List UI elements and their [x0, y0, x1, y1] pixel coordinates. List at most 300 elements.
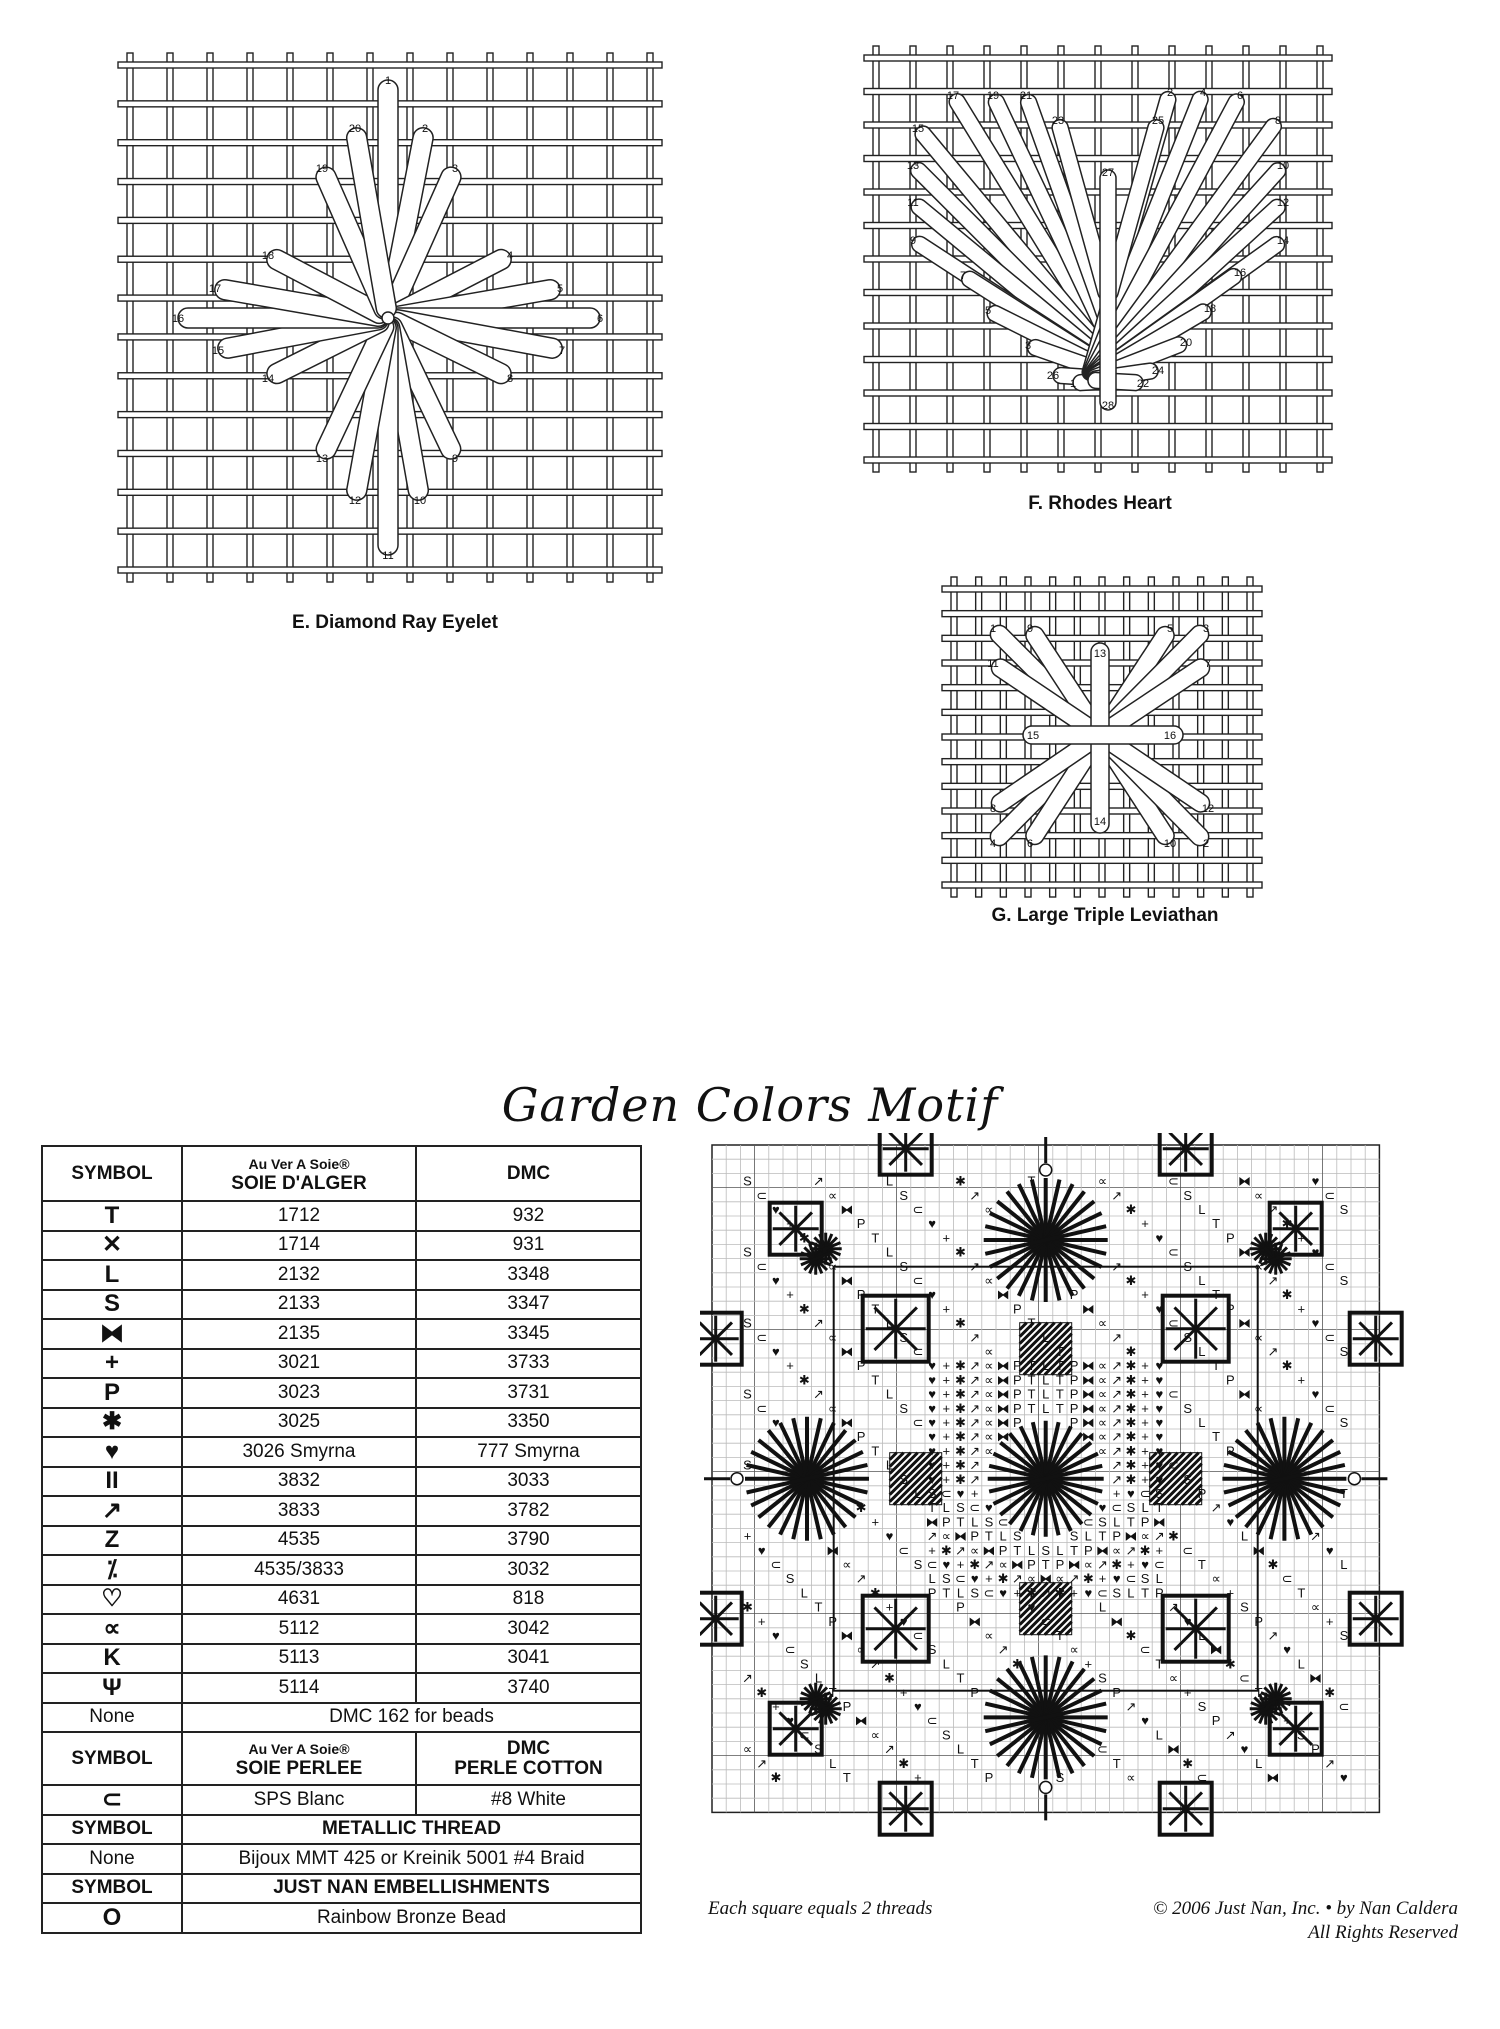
- chart-symbol: ⊂: [1168, 1457, 1179, 1473]
- chart-symbol: ⊂: [1324, 1258, 1336, 1274]
- chart-symbol: ↗: [1125, 1542, 1137, 1558]
- key-row-embellish: [42, 1903, 641, 1933]
- chart-symbol: ✱: [955, 1386, 966, 1402]
- key-perle-col2: SOIE PERLEE: [235, 1757, 363, 1779]
- chart-symbol: L: [885, 1315, 894, 1331]
- key-symbol: S: [42, 1290, 182, 1320]
- chart-symbol: ✱: [1281, 1358, 1293, 1374]
- key-embellish-header: [42, 1874, 641, 1904]
- chart-symbol: ∝: [742, 1741, 753, 1757]
- chart-symbol: +: [942, 1457, 951, 1473]
- stitch-number: 12: [1201, 803, 1215, 815]
- stitch-number: 25: [1151, 115, 1165, 127]
- chart-symbol: ✱: [1168, 1528, 1179, 1544]
- chart-symbol: L: [1042, 1358, 1050, 1374]
- chart-symbol: ∝: [984, 1358, 994, 1374]
- chart-symbol: ✱: [955, 1457, 966, 1473]
- chart-symbol: S: [743, 1173, 752, 1189]
- chart-symbol: ∝: [1097, 1400, 1108, 1416]
- chart-symbol: ✱: [997, 1571, 1009, 1587]
- chart-symbol: ✱: [955, 1429, 966, 1445]
- stitch-number: 24: [1151, 365, 1165, 377]
- chart-symbol: ⧓: [840, 1202, 854, 1217]
- chart-symbol: ♥: [985, 1500, 993, 1516]
- stitch-number: 27: [1101, 167, 1115, 179]
- chart-symbol: ⊂: [1324, 1187, 1336, 1203]
- chart-symbol: L: [1113, 1514, 1121, 1530]
- chart-symbol: +: [1183, 1684, 1192, 1700]
- chart-symbol: +: [1127, 1557, 1135, 1572]
- chart-symbol: ↗: [1068, 1571, 1080, 1587]
- key-perle-soie: SPS Blanc: [182, 1785, 416, 1815]
- chart-symbol: L: [1198, 1344, 1206, 1359]
- chart-symbol: ⧓: [954, 1528, 967, 1544]
- chart-symbol: ↗: [1097, 1557, 1108, 1572]
- chart-symbol: +: [942, 1429, 951, 1445]
- chart-symbol: ✱: [940, 1542, 952, 1558]
- chart-symbol: ⧓: [1067, 1557, 1081, 1572]
- key-soie-value: 4535/3833: [182, 1555, 416, 1585]
- chart-symbol: L: [928, 1571, 936, 1587]
- chart-symbol: ↗: [1168, 1599, 1179, 1615]
- key-symbol: L: [42, 1260, 182, 1290]
- chart-symbol: ↗: [756, 1755, 768, 1771]
- chart-symbol: +: [899, 1684, 908, 1700]
- key-perle-col3a: DMC: [506, 1737, 551, 1759]
- chart-symbol: ⊂: [770, 1557, 782, 1572]
- key-soie-value: 3026 Smyrna: [182, 1437, 416, 1467]
- key-symbol: +: [42, 1349, 182, 1379]
- chart-symbol: +: [1141, 1429, 1149, 1445]
- chart-symbol: ✱: [1111, 1557, 1123, 1572]
- chart-symbol: ⧓: [1238, 1244, 1251, 1260]
- stitch-number: 16: [171, 313, 185, 325]
- stitch-number: 3: [451, 163, 459, 175]
- chart-symbol: +: [942, 1471, 951, 1487]
- chart-symbol: +: [914, 1770, 922, 1785]
- chart-symbol: ✱: [855, 1500, 867, 1516]
- key-symbol: ↗: [42, 1496, 182, 1526]
- stitch-number: 20: [1179, 337, 1193, 349]
- chart-symbol: ↗: [1111, 1400, 1123, 1416]
- key-dmc-value: 3032: [416, 1555, 641, 1585]
- chart-symbol: ∝: [1026, 1571, 1037, 1587]
- chart-symbol: ∝: [1254, 1400, 1264, 1416]
- key-row: [42, 1555, 641, 1585]
- diagram-g-grid: [938, 573, 1268, 903]
- chart-symbol: L: [1098, 1599, 1107, 1615]
- chart-symbol: ⊂: [756, 1187, 768, 1203]
- key-row: [42, 1437, 641, 1467]
- chart-symbol: P: [956, 1599, 965, 1615]
- chart-symbol: S: [799, 1656, 809, 1672]
- chart-symbol: L: [1084, 1528, 1092, 1544]
- chart-symbol: T: [1098, 1528, 1107, 1544]
- chart-symbol: ⧓: [1081, 1400, 1095, 1416]
- chart-symbol: ♥: [899, 1613, 908, 1629]
- chart-symbol: ⧓: [1152, 1514, 1166, 1530]
- key-soie-value: 4631: [182, 1585, 416, 1615]
- chart-symbol: ⊂: [1097, 1741, 1108, 1757]
- chart-symbol: ⊂: [912, 1202, 924, 1217]
- chart-symbol: ⊂: [926, 1713, 938, 1729]
- chart-symbol: ∝: [1254, 1258, 1264, 1274]
- key-perle-header: [42, 1732, 641, 1785]
- chart-symbol: ⊂: [1153, 1557, 1165, 1572]
- chart-symbol: T: [871, 1443, 880, 1459]
- chart-symbol: ♥: [1155, 1471, 1164, 1487]
- canvas-thread: [942, 857, 1262, 863]
- chart-symbol: ♥: [1311, 1386, 1320, 1402]
- chart-symbol: ♥: [1155, 1386, 1164, 1402]
- chart-symbol: S: [941, 1571, 951, 1587]
- chart-symbol: ♥: [772, 1415, 780, 1430]
- key-dmc-value: 818: [416, 1585, 641, 1615]
- chart-symbol: S: [1126, 1500, 1136, 1516]
- key-soie-value: 4535: [182, 1526, 416, 1556]
- stitch-number: 15: [211, 345, 225, 357]
- chart-symbol: ⧓: [1110, 1613, 1124, 1629]
- chart-symbol: ⊂: [1324, 1329, 1336, 1345]
- chart-symbol: ✱: [1267, 1557, 1279, 1572]
- chart-symbol: ⧓: [968, 1613, 982, 1629]
- chart-symbol: ∝: [1126, 1770, 1136, 1785]
- key-perle-brand: Au Ver A Soie®: [248, 1740, 350, 1757]
- chart-symbol: S: [814, 1741, 823, 1757]
- chart-symbol: +: [885, 1599, 894, 1615]
- chart-symbol: T: [814, 1599, 823, 1615]
- chart-symbol: L: [1340, 1557, 1348, 1572]
- chart-symbol: ⊂: [1168, 1173, 1179, 1189]
- chart-symbol: ⧓: [1238, 1315, 1251, 1331]
- key-perle-dmc: #8 White: [416, 1785, 641, 1815]
- chart-symbol: ✱: [955, 1173, 966, 1189]
- chart-symbol: ⧓: [840, 1344, 854, 1359]
- stitch-number: 3: [1202, 623, 1210, 635]
- chart-symbol: L: [1255, 1755, 1263, 1771]
- chart-symbol: ✱: [1125, 1372, 1137, 1388]
- key-row: [42, 1467, 641, 1497]
- chart-symbol: ✱: [1125, 1400, 1137, 1416]
- chart-symbol: ⧓: [996, 1287, 1010, 1303]
- chart-symbol: ✱: [955, 1443, 966, 1459]
- stitch-number: 8: [989, 803, 997, 815]
- chart-symbol: ♥: [1325, 1542, 1334, 1558]
- stitch-number: 18: [261, 250, 275, 262]
- chart-symbol: +: [757, 1613, 766, 1629]
- chart-symbol: P: [1069, 1372, 1079, 1388]
- chart-symbol: ⊂: [798, 1727, 810, 1743]
- key-symbol: ⧓: [42, 1319, 182, 1349]
- chart-symbol: ♥: [1084, 1585, 1093, 1601]
- chart-symbol: S: [1154, 1486, 1164, 1501]
- stitch-number: 14: [1093, 816, 1107, 828]
- chart-symbol: T: [1126, 1514, 1135, 1530]
- chart-symbol: +: [1098, 1571, 1107, 1587]
- key-row-none: [42, 1703, 641, 1733]
- chart-symbol: T: [956, 1670, 965, 1686]
- stitch-number: 10: [1276, 160, 1290, 172]
- chart-symbol: ∝: [1254, 1329, 1264, 1345]
- key-row: [42, 1614, 641, 1644]
- key-header-soie: SOIE D'ALGER: [231, 1172, 367, 1194]
- chart-symbol: +: [1141, 1386, 1149, 1402]
- chart-symbol: ↗: [969, 1329, 981, 1345]
- chart-symbol: +: [1141, 1358, 1149, 1374]
- chart-symbol: ↗: [1267, 1628, 1279, 1643]
- chart-symbol: ♥: [1155, 1457, 1164, 1473]
- chart-symbol: +: [942, 1443, 951, 1459]
- chart-symbol: ✱: [955, 1358, 966, 1374]
- chart-symbol: ⊂: [756, 1258, 768, 1274]
- chart-symbol: T: [1070, 1542, 1079, 1558]
- chart-symbol: T: [1212, 1429, 1221, 1445]
- chart-symbol: P: [1225, 1230, 1235, 1246]
- chart-symbol: ⧓: [996, 1429, 1010, 1445]
- key-dmc-value: 3033: [416, 1467, 641, 1497]
- key-symbol: None: [42, 1844, 182, 1874]
- chart-symbol: L: [800, 1585, 808, 1601]
- chart-symbol: ♥: [1283, 1642, 1291, 1658]
- chart-symbol: ♥: [1141, 1713, 1149, 1729]
- chart-symbol: +: [1297, 1301, 1306, 1317]
- chart-symbol: ✱: [955, 1415, 966, 1430]
- chart-symbol: +: [786, 1358, 794, 1374]
- chart-symbol: T: [1212, 1287, 1221, 1303]
- key-symbol: T: [42, 1201, 182, 1231]
- chart-symbol: ⊂: [983, 1585, 995, 1601]
- chart-symbol: ↗: [813, 1315, 824, 1331]
- stitch-number: 3: [1024, 340, 1032, 352]
- key-soie-value: 5114: [182, 1673, 416, 1703]
- chart-symbol: ♥: [772, 1202, 780, 1217]
- chart-symbol: +: [1226, 1585, 1235, 1601]
- chart-symbol: P: [1112, 1684, 1122, 1700]
- key-dmc-value: 932: [416, 1201, 641, 1231]
- chart-symbol: S: [1339, 1202, 1349, 1217]
- chart-symbol: ✱: [798, 1372, 810, 1388]
- key-soie-value: 1712: [182, 1201, 416, 1231]
- chart-symbol: ↗: [969, 1443, 981, 1459]
- key-soie-value: 2132: [182, 1260, 416, 1290]
- chart-symbol: ♥: [1155, 1429, 1164, 1445]
- chart-symbol: L: [885, 1244, 894, 1260]
- key-row: [42, 1408, 641, 1438]
- key-perle-header-symbol: SYMBOL: [42, 1732, 182, 1785]
- chart-symbol: ✱: [1011, 1656, 1023, 1672]
- chart-symbol: +: [942, 1372, 951, 1388]
- chart-symbol: +: [1283, 1713, 1291, 1729]
- chart-symbol: ⊂: [997, 1514, 1009, 1530]
- chart-symbol: L: [885, 1457, 894, 1473]
- chart-symbol: ∝: [1112, 1542, 1122, 1558]
- chart-symbol: T: [1013, 1542, 1022, 1558]
- canvas-thread: [942, 882, 1262, 888]
- chart-symbol: S: [1012, 1528, 1022, 1544]
- stitch-number: 11: [907, 197, 919, 209]
- stitch-number: 16: [1233, 267, 1247, 279]
- chart-symbol: S: [743, 1457, 752, 1473]
- key-row-metallic: [42, 1844, 641, 1874]
- chart-symbol: S: [899, 1400, 909, 1416]
- canvas-thread: [864, 390, 1332, 396]
- chart-symbol: ♥: [1155, 1400, 1164, 1416]
- chart-symbol: ⧓: [1081, 1301, 1095, 1317]
- chart-symbol: ↗: [1011, 1571, 1023, 1587]
- key-header-brand: Au Ver A Soie®: [248, 1155, 350, 1172]
- chart-symbol: S: [1339, 1273, 1349, 1288]
- chart-symbol: ∝: [984, 1273, 994, 1288]
- motif-chart: [700, 1133, 1470, 1913]
- bead: [1040, 1781, 1052, 1793]
- stitch-number: 13: [315, 453, 329, 465]
- stitch-number: 2: [1166, 87, 1174, 99]
- chart-symbol: T: [1027, 1315, 1036, 1331]
- chart-symbol: S: [1296, 1727, 1306, 1743]
- stitch-number: 6: [596, 313, 604, 325]
- chart-symbol: L: [829, 1755, 837, 1771]
- chart-symbol: ↗: [1224, 1727, 1236, 1743]
- chart-symbol: ♥: [1027, 1599, 1036, 1615]
- chart-symbol: +: [1141, 1400, 1149, 1416]
- stitch-number: 16: [1163, 730, 1177, 742]
- chart-symbol: S: [1183, 1329, 1193, 1345]
- chart-symbol: S: [1183, 1471, 1193, 1487]
- stitch-number: 7: [558, 345, 566, 357]
- chart-symbol: L: [956, 1585, 965, 1601]
- chart-symbol: ⧓: [1238, 1386, 1251, 1402]
- stitch-number: 19: [315, 163, 329, 175]
- chart-symbol: S: [1069, 1528, 1079, 1544]
- chart-symbol: P: [1225, 1443, 1235, 1459]
- stitch-number: 2: [421, 123, 429, 135]
- key-dmc-value: 3348: [416, 1260, 641, 1290]
- chart-symbol: ♥: [928, 1471, 936, 1487]
- key-header-row: [42, 1146, 641, 1201]
- diagram-f-grid: [858, 40, 1348, 480]
- chart-symbol: T: [1212, 1216, 1221, 1232]
- chart-symbol: ⧓: [1096, 1542, 1109, 1558]
- key-dmc-value: 3350: [416, 1408, 641, 1438]
- chart-symbol: ↗: [1111, 1372, 1123, 1388]
- chart-symbol: ⧓: [1039, 1571, 1053, 1587]
- key-dmc-value: 3790: [416, 1526, 641, 1556]
- key-metallic-header: METALLIC THREAD: [182, 1815, 641, 1845]
- chart-symbol: L: [885, 1173, 894, 1189]
- chart-symbol: ⊂: [912, 1344, 924, 1359]
- key-symbol: O: [42, 1903, 182, 1933]
- chart-symbol: ⊂: [926, 1557, 938, 1572]
- key-soie-value: 5113: [182, 1644, 416, 1674]
- key-dmc-value: 3782: [416, 1496, 641, 1526]
- chart-symbol: ↗: [1125, 1699, 1137, 1714]
- chart-symbol: ♥: [928, 1457, 936, 1473]
- stitch-number: 6: [1236, 90, 1244, 102]
- chart-symbol: ♥: [1226, 1514, 1235, 1530]
- chart-symbol: ✱: [770, 1770, 782, 1785]
- chart-symbol: L: [885, 1386, 894, 1402]
- stitch-number: 11: [987, 658, 999, 670]
- stitch-number: 26: [1046, 370, 1060, 382]
- chart-symbol: S: [1183, 1258, 1193, 1274]
- chart-symbol: P: [1211, 1713, 1221, 1729]
- chart-symbol: L: [1198, 1273, 1206, 1288]
- chart-symbol: ✱: [1125, 1344, 1137, 1359]
- chart-symbol: ⊂: [1168, 1315, 1179, 1331]
- motif-title: Garden Colors Motif: [501, 1078, 999, 1132]
- chart-symbol: ✱: [1182, 1755, 1194, 1771]
- chart-symbol: ♥: [1240, 1741, 1249, 1757]
- stitch-number: 8: [1274, 115, 1282, 127]
- canvas-thread: [942, 586, 1262, 592]
- chart-symbol: T: [1041, 1557, 1050, 1572]
- chart-symbol: L: [1027, 1542, 1036, 1558]
- stitch-number: 4: [989, 838, 997, 850]
- chart-symbol: ✱: [1054, 1585, 1066, 1601]
- stitch-number: 7: [1204, 658, 1212, 670]
- chart-symbol: T: [871, 1301, 880, 1317]
- chart-symbol: P: [1069, 1386, 1079, 1402]
- canvas-thread: [864, 457, 1332, 463]
- chart-symbol: ♥: [1155, 1230, 1164, 1246]
- chart-symbol: ✱: [1281, 1216, 1293, 1232]
- chart-symbol: ↗: [969, 1258, 981, 1274]
- chart-symbol: +: [942, 1230, 951, 1246]
- chart-symbol: ♥: [1183, 1613, 1192, 1629]
- key-metallic-header: [42, 1815, 641, 1845]
- chart-symbol: T: [956, 1514, 965, 1530]
- chart-symbol: S: [1112, 1585, 1122, 1601]
- stitch-number: 4: [1199, 87, 1207, 99]
- footer-copyright: © 2006 Just Nan, Inc. • by Nan Caldera: [1152, 1898, 1458, 1919]
- chart-symbol: +: [786, 1216, 794, 1232]
- chart-symbol: L: [999, 1528, 1007, 1544]
- key-dmc-value: 777 Smyrna: [416, 1437, 641, 1467]
- chart-symbol: ∝: [984, 1202, 994, 1217]
- chart-symbol: +: [985, 1571, 993, 1587]
- footer-rights: All Rights Reserved: [1308, 1922, 1458, 1943]
- key-symbol: ⁒: [42, 1555, 182, 1585]
- chart-symbol: S: [785, 1571, 795, 1587]
- chart-symbol: +: [1141, 1471, 1149, 1487]
- stitch-number: 7: [959, 270, 967, 282]
- chart-symbol: ↗: [1210, 1500, 1222, 1516]
- chart-symbol: ⧓: [996, 1386, 1010, 1402]
- key-row: [42, 1585, 641, 1615]
- chart-symbol: ♥: [772, 1273, 780, 1288]
- key-symbol: ∝: [42, 1614, 182, 1644]
- chart-symbol: T: [871, 1230, 880, 1246]
- chart-symbol: P: [1069, 1400, 1079, 1416]
- canvas-thread: [942, 611, 1262, 617]
- key-soie-value: 5112: [182, 1614, 416, 1644]
- canvas-thread: [127, 53, 133, 582]
- chart-symbol: ⊂: [1281, 1571, 1293, 1587]
- chart-symbol: +: [743, 1528, 752, 1544]
- chart-symbol: ↗: [1324, 1755, 1336, 1771]
- canvas-thread: [864, 424, 1332, 430]
- chart-symbol: P: [1140, 1514, 1150, 1530]
- chart-symbol: ♥: [1311, 1173, 1320, 1189]
- chart-symbol: L: [1042, 1372, 1050, 1388]
- chart-symbol: P: [1112, 1528, 1122, 1544]
- key-soie-value: 2133: [182, 1290, 416, 1320]
- chart-symbol: ⧓: [1209, 1642, 1223, 1658]
- chart-symbol: ↗: [926, 1528, 938, 1544]
- chart-symbol: ⧓: [1081, 1386, 1095, 1402]
- chart-symbol: T: [1027, 1386, 1036, 1402]
- chart-symbol: L: [1240, 1528, 1249, 1544]
